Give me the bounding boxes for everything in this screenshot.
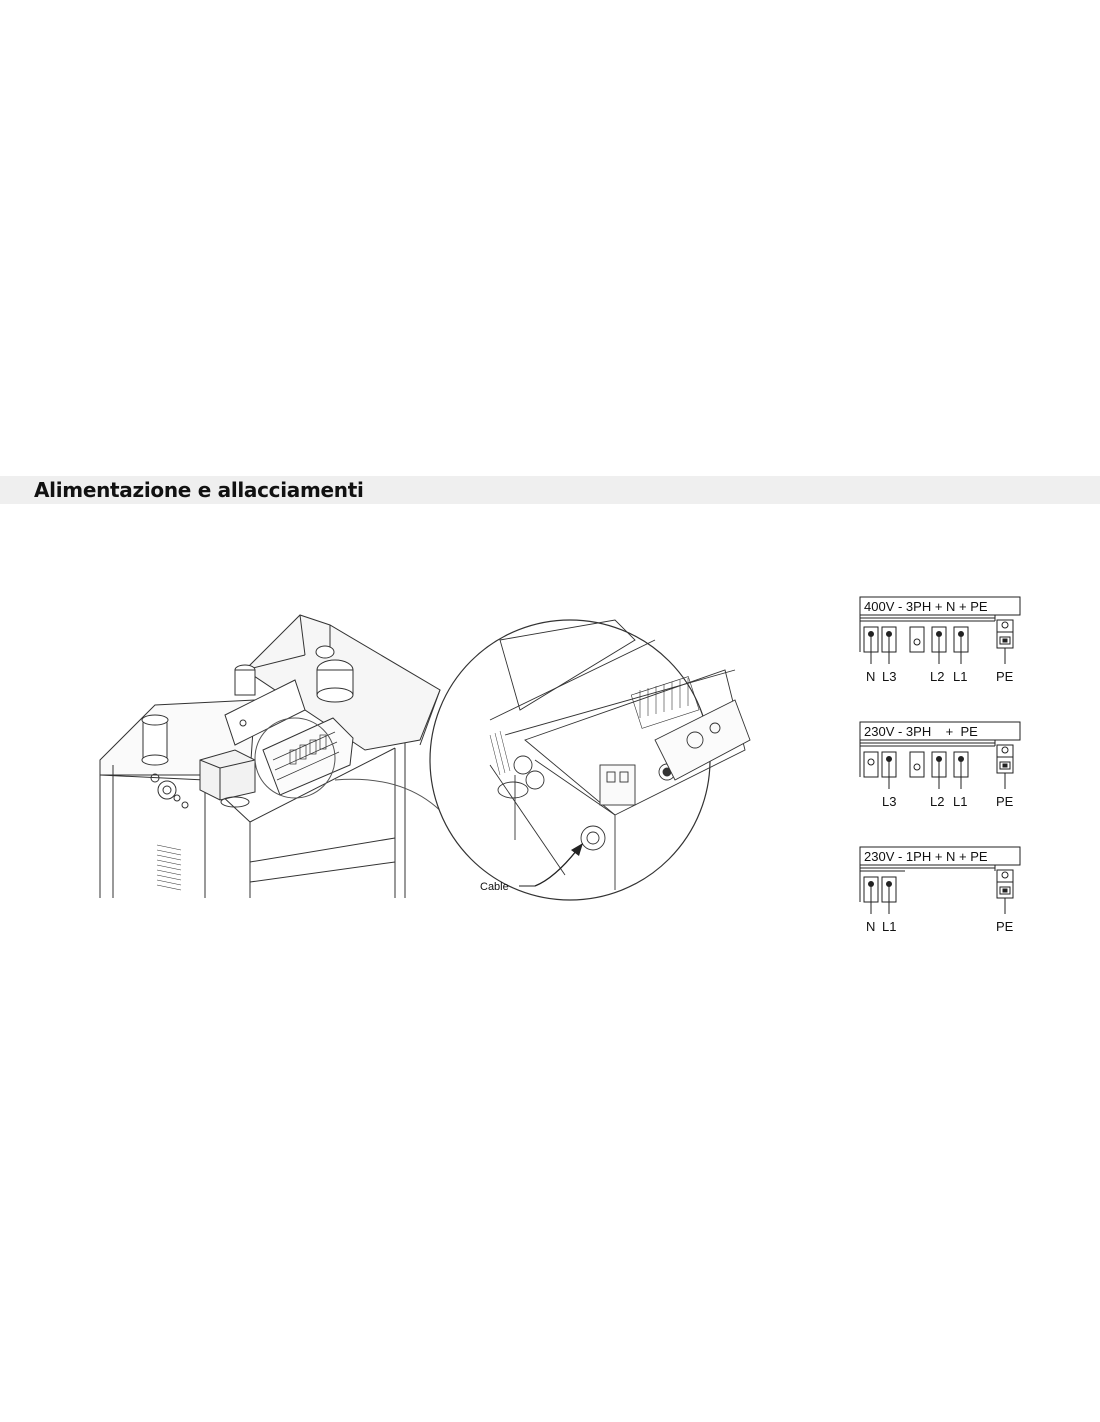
cable-label: Cable	[480, 881, 509, 893]
wiring-diagrams	[855, 592, 1030, 942]
terminal-label: L3	[882, 794, 897, 809]
terminal-label: L3	[882, 669, 897, 684]
wiring-title-2: 230V - 3PH + PE	[864, 724, 978, 739]
terminal-label: L2	[930, 669, 945, 684]
terminal-label: L1	[882, 919, 897, 934]
terminal-label: N	[866, 919, 876, 934]
detail-circle	[430, 620, 750, 900]
wiring-title-1: 400V - 3PH + N + PE	[864, 599, 988, 614]
terminal-label: L2	[930, 794, 945, 809]
section-title: Alimentazione e allacciamenti	[34, 478, 364, 502]
appliance-cabinet	[100, 615, 440, 898]
wiring-title-3: 230V - 1PH + N + PE	[864, 849, 988, 864]
terminal-label: PE	[996, 919, 1014, 934]
terminal-label: L1	[953, 669, 968, 684]
connection-illustration	[95, 600, 755, 910]
terminal-label: L1	[953, 794, 968, 809]
terminal-label: N	[866, 669, 876, 684]
terminal-label: PE	[996, 669, 1014, 684]
terminal-label: PE	[996, 794, 1014, 809]
